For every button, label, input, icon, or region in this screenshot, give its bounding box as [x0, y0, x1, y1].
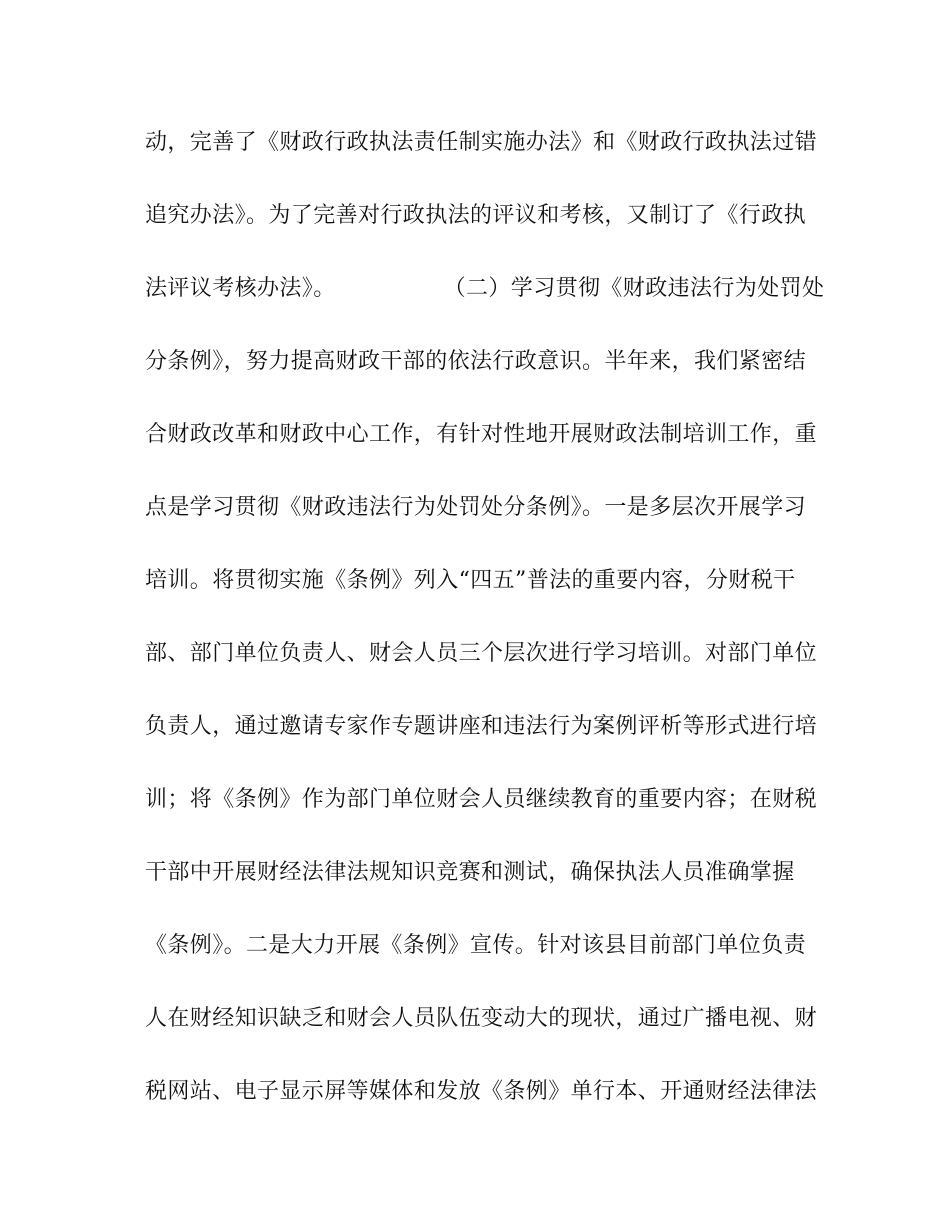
text-line-5: 合财政改革和财政中心工作，有针对性地开展财政法制培训工作，重 — [145, 422, 818, 447]
text-line-2: 追究办法》。为了完善对行政执法的评议和考核，又制订了《行政执 — [145, 203, 807, 228]
text-line-14: 税网站、电子显示屏等媒体和发放《条例》单行本、开通财经法律法 — [145, 1079, 818, 1104]
text-line-7: 培训。将贯彻实施《条例》列入“四五”普法的重要内容，分财税干 — [145, 568, 796, 593]
text-line-9: 负责人，通过邀请专家作专题讲座和违法行为案例评析等形式进行培 — [145, 714, 818, 739]
text-line-3 — [145, 269, 825, 309]
text-line-1: 动，完善了《财政行政执法责任制实施办法》和《财政行政执法过错 — [145, 130, 818, 155]
text-line-3-start: 法评议考核办法》。 — [145, 276, 336, 301]
text-line-8: 部、部门单位负责人、财会人员三个层次进行学习培训。对部门单位 — [145, 641, 818, 666]
text-line-12: 《条例》。二是大力开展《条例》宣传。针对该县目前部门单位负责 — [145, 933, 807, 958]
section-heading-two: （二）学习贯彻《财政违法行为处罚处 — [443, 276, 825, 301]
text-line-11: 干部中开展财经法律法规知识竞赛和测试，确保执法人员准确掌握 — [145, 860, 795, 885]
text-line-10: 训；将《条例》作为部门单位财会人员继续教育的重要内容；在财税 — [145, 787, 818, 812]
text-line-13: 人在财经知识缺乏和财会人员队伍变动大的现状，通过广播电视、财 — [145, 1006, 818, 1031]
text-line-6: 点是学习贯彻《财政违法行为处罚处分条例》。一是多层次开展学习 — [145, 495, 807, 520]
text-line-4: 分条例》，努力提高财政干部的依法行政意识。半年来，我们紧密结 — [145, 349, 807, 374]
